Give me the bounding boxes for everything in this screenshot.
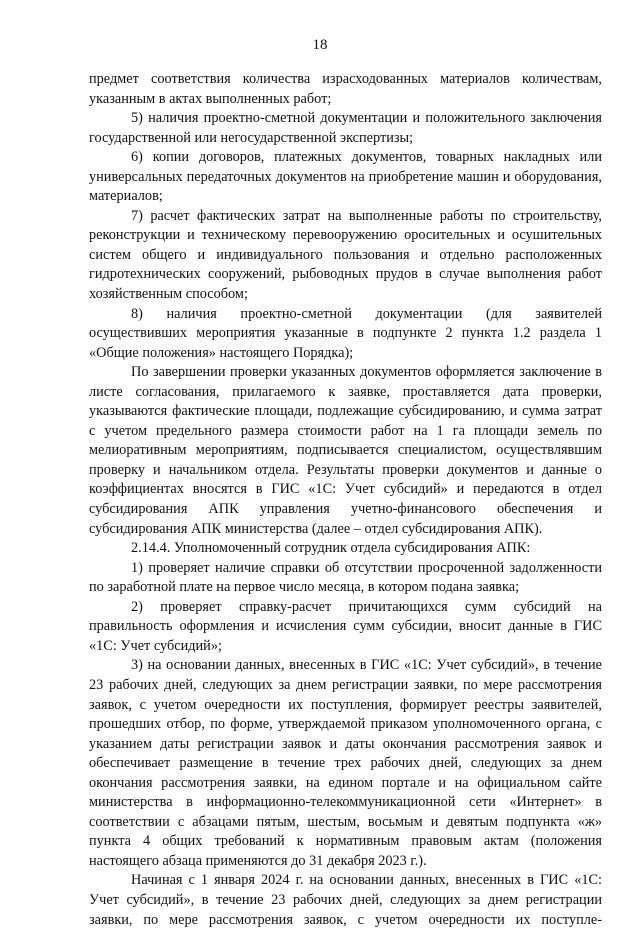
paragraph-continuation: предмет соответствия количества израсходованных материалов количествам, указанным в актах выполненных работ; (89, 71, 602, 107)
paragraph-item-7: 7) расчет фактических затрат на выполненные работы по строительству, реконструкции и техническому перевооружению оросительных и осушительных систем общего и индивидуального пользования и отдельно расположенных гидротехнических сооружений, рыбоводных прудов в случае выполнения работ хозяйственным способом; (89, 207, 602, 303)
paragraph-check-2: 2) проверяет справку-расчет причитающихся сумм субсидий на правильность оформления и исчисления сумм субсидии, вносит данные в ГИС «1С: Учет субсидий»; (89, 598, 602, 654)
document-body (89, 70, 602, 930)
paragraph-check-1: 1) проверяет наличие справки об отсутствии просроченной задолженности по заработной плате на первое число месяца, в котором подана заявка; (89, 559, 602, 596)
paragraph-check-3: 3) на основании данных, внесенных в ГИС «1С: Учет субсидий», в течение 23 рабочих дней, следующих за днем регистрации заявки, по мере рассмотрения заявок, с учетом очередности их поступления, формирует реестры заявителей, прошедших отбор, по форме, утверждаемой приказом уполномоченного органа, с указанием даты регистрации заявок и даты окончания рассмотрения заявок и обеспечивает размещение в течение трех рабочих дней, следующих за днем окончания рассмотрения заявки, на едином портале и на официальном сайте министерства в информационно-телекоммуникационной сети «Интернет» в соответствии с абзацами пятым, шестым, восьмым и девятым подпункта «ж» пункта 4 общих требований к нормативным правовым актам (положения настоящего абзаца применяются до 31 декабря 2023 г.). (89, 657, 602, 869)
paragraph-from-2024: Начиная с 1 января 2024 г. на основании данных, внесенных в ГИС «1С: Учет субсидий», в течение 23 рабочих дней, следующих за днем регистрации заявки, по мере рассмотрения заявок, с учетом очередности их поступле- (89, 872, 602, 928)
paragraph-item-6: 6) копии договоров, платежных документов, товарных накладных или универсальных передаточных документов на приобретение машин и оборудования, материалов; (89, 149, 602, 205)
paragraph-section-2-14-4: 2.14.4. Уполномоченный сотрудник отдела субсидирования АПК: (131, 540, 531, 557)
paragraph-conclusion: По завершении проверки указанных документов оформляется заключение в листе согласования, прилагаемого к заявке, проставляется дата проверки, указываются фактические площади, подлежащие субсидированию, и сумма затрат с учетом предельного размера стоимости работ на 1 га площади земель по мелиоративным мероприятиям, подписывается специалистом, осуществлявшим проверку и начальником отдела. Результаты проверки документов и данные о коэффициентах вносятся в ГИС «1С: Учет субсидий» и передаются в отдел субсидирования АПК управления учетно-финансового обеспечения и субсидирования АПК министерства (далее – отдел субсидирования АПК). (89, 364, 602, 537)
page-number: 18 (312, 37, 328, 53)
paragraph-item-8: 8) наличия проектно-сметной документации (для заявителей осуществивших мероприятия указанные в подпункте 2 пункта 1.2 раздела 1 «Общие положения» настоящего Порядка); (89, 305, 602, 361)
paragraph-item-5: 5) наличия проектно-сметной документации и положительного заключения государственной или негосударственной экспертизы; (89, 110, 602, 146)
